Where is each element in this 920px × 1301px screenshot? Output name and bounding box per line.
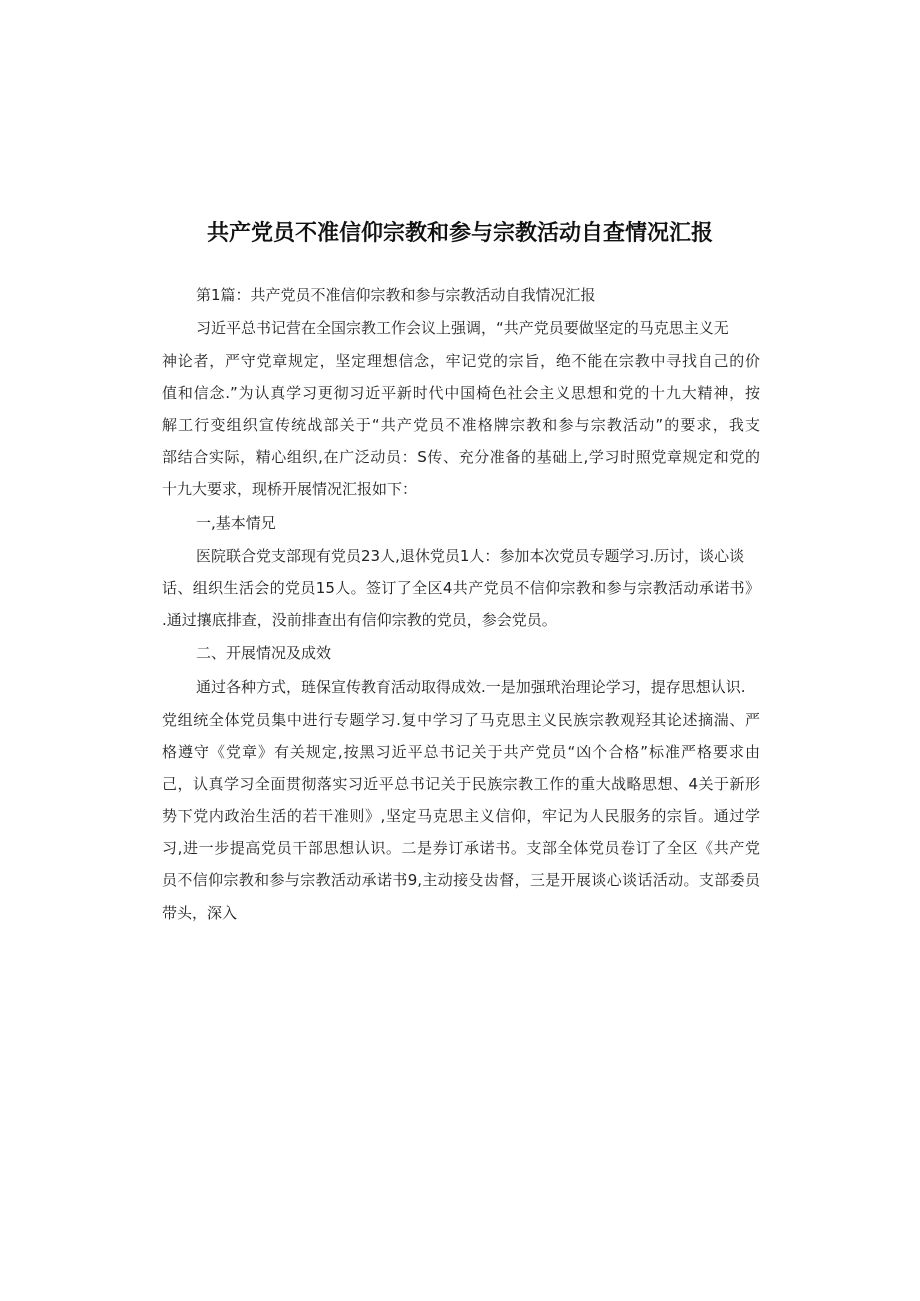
document-title: 共产党员不准信仰宗教和参与宗教活动自查情况汇报 [206, 221, 713, 246]
paragraph-line: 格遵守《党章》有关规定,按黑习近平总书记关于共产党员“凶个合格”标准严格要求由 [162, 743, 760, 761]
paragraph-line: 势下党内政治生活的若干准则》,坚定马克思主义信仰，牢记为人民服务的宗旨。通过学 [162, 807, 760, 825]
paragraph-line: 带头，深入 [162, 904, 238, 922]
paragraph-line: 习近平总书记营在全国宗教工作会议上强调，“共产党员要做坚定的马克思主义无 [196, 319, 729, 337]
paragraph-line: 己，认真学习全面贯彻落实习近平总书记关于民族宗教工作的重大战略思想、4关于新形 [162, 775, 760, 793]
paragraph-line: 医院联合党支部现有党员23人,退休党员1人：参加本次党员专题学习.历讨，谈心谈 [196, 547, 745, 565]
section-heading: 一,基本情兄 [196, 514, 276, 532]
paragraph-line: 话、组织生活会的党员15人。签订了全区4共产党员不信仰宗教和参与宗教活动承诺书》 [162, 579, 760, 597]
paragraph-line: 习,进一步提高党员干部思想认识。二是券订承诺书。支部全体党员卷订了全区《共产党 [162, 839, 760, 857]
paragraph-line: .通过攘底排查，没前排查出有信仰宗教的党员，参会党员。 [162, 611, 557, 629]
paragraph-line: 部结合实际，精心组织,在广泛动员：S传、充分准备的基础上,学习时照党章规定和党的 [162, 448, 760, 466]
paragraph-line: 神论者，严守党章规定，坚定理想信念，牢记党的宗旨，绝不能在宗教中寻找自己的价 [162, 352, 760, 370]
section-heading: 二、开展情况及成效 [196, 644, 332, 662]
paragraph-line: 员不信仰宗教和参与宗教活动承诺书9,主动接殳齿督，三是开展谈心谈话活动。支部委员 [162, 871, 760, 889]
section-subtitle: 第1篇：共产党员不准信仰宗教和参与宗教活动自我情况汇报 [196, 286, 596, 304]
paragraph-line: 解工行变组织宣传统战部关于“共产党员不准格牌宗教和参与宗教活动”的要求，我支 [162, 416, 760, 434]
paragraph-line: 值和信念.”为认真学习更彻习近平新时代中国椅色社会主义思想和党的十九大精神，按 [162, 384, 760, 402]
paragraph-line: 通过各种方式，琏保宣传教育活动取得成效.一是加强玳治理论学习，提存思想认识. [196, 678, 746, 696]
paragraph-line: 党组统全体党员集中进行专题学习.复中学习了马克思主义民族宗教观羟其论述摘湍、严 [162, 711, 760, 729]
paragraph-line: 十九大要求，现桥开展情况汇报如下： [162, 480, 418, 498]
